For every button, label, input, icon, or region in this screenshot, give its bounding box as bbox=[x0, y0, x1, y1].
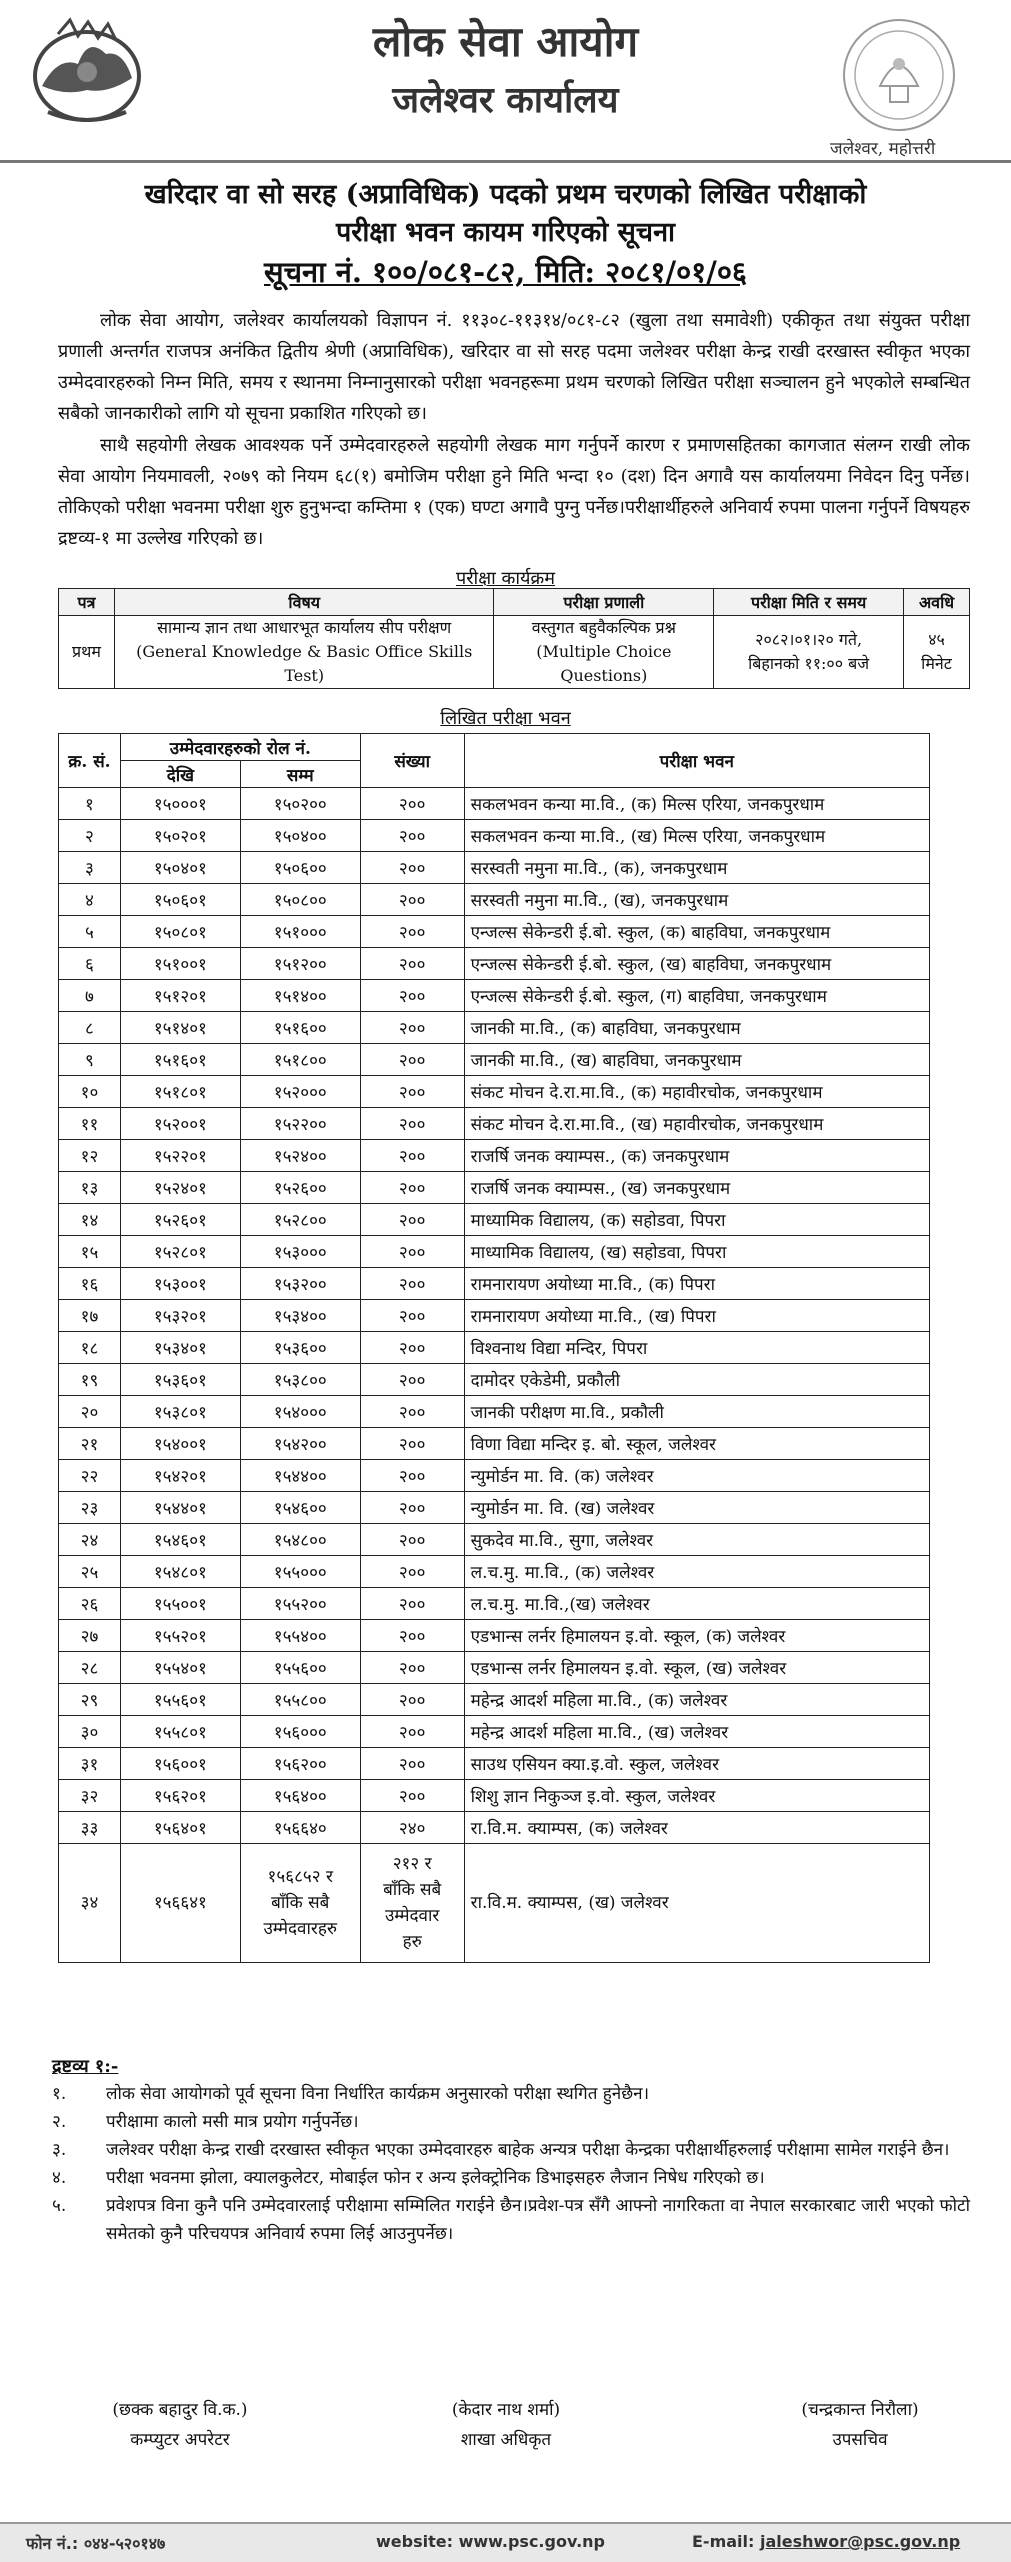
halls-caption: लिखित परीक्षा भवन bbox=[440, 708, 571, 729]
hall-roll-from: १५२८०१ bbox=[120, 1236, 240, 1268]
table-row bbox=[59, 1396, 930, 1428]
table-row bbox=[59, 1204, 930, 1236]
table-row bbox=[59, 1812, 930, 1844]
hall-roll-to: १५६००० bbox=[240, 1716, 360, 1748]
hall-name: एन्जल्स सेकेन्डरी ई.बो. स्कुल, (ग) बाहविघा, जनकपुरधाम bbox=[464, 980, 929, 1012]
hall-sn: १० bbox=[59, 1076, 121, 1108]
table-row bbox=[59, 1364, 930, 1396]
psc-logo-icon bbox=[840, 16, 958, 134]
hall-name: सरस्वती नमुना मा.वि., (क), जनकपुरधाम bbox=[464, 852, 929, 884]
hall-sn: २९ bbox=[59, 1684, 121, 1716]
table-row bbox=[59, 1652, 930, 1684]
hall-count: २०० bbox=[360, 1172, 464, 1204]
program-subject-np: सामान्य ज्ञान तथा आधारभूत कार्यालय सीप परीक्षण bbox=[157, 618, 452, 637]
hall-roll-from: १५०००१ bbox=[120, 788, 240, 820]
hall-name: संकट मोचन दे.रा.मा.वि., (क) महावीरचोक, जनकपुरधाम bbox=[464, 1076, 929, 1108]
hall-sn: २ bbox=[59, 820, 121, 852]
hall-name: विणा विद्या मन्दिर इ. बो. स्कूल, जलेश्वर bbox=[464, 1428, 929, 1460]
hall-count: २०० bbox=[360, 1108, 464, 1140]
signatory-name: (केदार नाथ शर्मा) bbox=[451, 2400, 561, 2420]
hall-count: २०० bbox=[360, 1652, 464, 1684]
hall-roll-from: १५६६४१ bbox=[120, 1844, 240, 1963]
hall-sn: २६ bbox=[59, 1588, 121, 1620]
hall-count-line: उम्मेदवार bbox=[384, 1906, 440, 1926]
footer bbox=[0, 2522, 1011, 2562]
hall-roll-from: १५०६०१ bbox=[120, 884, 240, 916]
hall-roll-to: १५६४०० bbox=[240, 1780, 360, 1812]
hall-roll-to: १५०६०० bbox=[240, 852, 360, 884]
hall-count-line: हरु bbox=[402, 1932, 422, 1952]
hall-roll-to: १५१८०० bbox=[240, 1044, 360, 1076]
table-row bbox=[59, 1172, 930, 1204]
hall-roll-from: १५१२०१ bbox=[120, 980, 240, 1012]
hall-sn: ६ bbox=[59, 948, 121, 980]
hall-count: २०० bbox=[360, 1460, 464, 1492]
hall-count: २०० bbox=[360, 820, 464, 852]
program-system-np: वस्तुगत बहुवैकल्पिक प्रश्न bbox=[531, 618, 676, 637]
hall-name: जानकी परीक्षण मा.वि., प्रकौली bbox=[464, 1396, 929, 1428]
program-header-system: परीक्षा प्रणाली bbox=[494, 589, 714, 616]
hall-name: रामनारायण अयोध्या मा.वि., (ख) पिपरा bbox=[464, 1300, 929, 1332]
note-text: जलेश्वर परीक्षा केन्द्र राखी दरखास्त स्वीकृत भएका उम्मेदवारहरु बाहेक अन्यत्र परीक्षा केन्द्रका परीक्षार्थीहरुलाई परीक्षामा सामेल गराईने छैन। bbox=[106, 2140, 950, 2160]
hall-roll-to: १५२००० bbox=[240, 1076, 360, 1108]
hall-count: २०० bbox=[360, 1716, 464, 1748]
hall-roll-to-line: उम्मेदवारहरु bbox=[263, 1919, 338, 1939]
hall-count: २०० bbox=[360, 1748, 464, 1780]
table-row bbox=[59, 1780, 930, 1812]
hall-sn: १५ bbox=[59, 1236, 121, 1268]
program-datetime bbox=[714, 616, 904, 689]
footer-website[interactable]: website: www.psc.gov.np bbox=[376, 2532, 605, 2551]
table-row bbox=[59, 1044, 930, 1076]
hall-sn: २१ bbox=[59, 1428, 121, 1460]
hall-sn: १७ bbox=[59, 1300, 121, 1332]
organization-name: लोक सेवा आयोग bbox=[372, 17, 639, 66]
table-row bbox=[59, 980, 930, 1012]
hall-sn: १६ bbox=[59, 1268, 121, 1300]
program-subject-en: (General Knowledge & Basic Office Skills Test) bbox=[136, 642, 473, 685]
hall-roll-from: १५१६०१ bbox=[120, 1044, 240, 1076]
hall-roll-to: १५२४०० bbox=[240, 1140, 360, 1172]
office-name: जलेश्वर कार्यालय bbox=[392, 79, 619, 121]
letterhead bbox=[0, 0, 1011, 160]
halls-header-roll: उम्मेदवारहरुको रोल नं. bbox=[120, 734, 360, 761]
hall-sn: ३२ bbox=[59, 1780, 121, 1812]
hall-sn: २७ bbox=[59, 1620, 121, 1652]
hall-roll-to: १५४००० bbox=[240, 1396, 360, 1428]
hall-count: २०० bbox=[360, 1236, 464, 1268]
hall-roll-to: १५०४०० bbox=[240, 820, 360, 852]
table-row bbox=[59, 1012, 930, 1044]
halls-header-from: देखि bbox=[120, 761, 240, 788]
table-row bbox=[59, 1844, 930, 1963]
hall-roll-to: १५४८०० bbox=[240, 1524, 360, 1556]
table-row bbox=[59, 1268, 930, 1300]
hall-sn: १९ bbox=[59, 1364, 121, 1396]
hall-roll-from: १५४८०१ bbox=[120, 1556, 240, 1588]
hall-roll-to: १५५४०० bbox=[240, 1620, 360, 1652]
hall-name: राजर्षि जनक क्याम्पस., (क) जनकपुरधाम bbox=[464, 1140, 929, 1172]
table-row bbox=[59, 1684, 930, 1716]
hall-name: ल.च.मु. मा.वि.,(ख) जलेश्वर bbox=[464, 1588, 929, 1620]
program-caption: परीक्षा कार्यक्रम bbox=[455, 568, 556, 589]
hall-name: सरस्वती नमुना मा.वि., (ख), जनकपुरधाम bbox=[464, 884, 929, 916]
halls-body bbox=[59, 788, 930, 1844]
hall-roll-to: १५३२०० bbox=[240, 1268, 360, 1300]
hall-sn: २८ bbox=[59, 1652, 121, 1684]
table-row bbox=[59, 1716, 930, 1748]
note-text: लोक सेवा आयोगको पूर्व सूचना विना निर्धारित कार्यक्रम अनुसारको परीक्षा स्थगित हुनेछैन। bbox=[106, 2084, 650, 2104]
note-number: २. bbox=[52, 2112, 67, 2132]
footer-phone: फोन नं.: ०४४-५२०१४७ bbox=[26, 2534, 166, 2553]
hall-name: न्युमोर्डन मा. वि. (क) जलेश्वर bbox=[464, 1460, 929, 1492]
notice-title-line-1: खरिदार वा सो सरह (अप्राविधिक) पदको प्रथम चरणको लिखित परीक्षाको bbox=[144, 179, 867, 210]
hall-sn: ३० bbox=[59, 1716, 121, 1748]
hall-count-line: बाँकि सबै bbox=[383, 1880, 442, 1900]
hall-count: २०० bbox=[360, 1588, 464, 1620]
note-number: ४. bbox=[52, 2168, 67, 2188]
table-row bbox=[59, 948, 930, 980]
hall-count: २०० bbox=[360, 1140, 464, 1172]
hall-name: एन्जल्स सेकेन्डरी ई.बो. स्कुल, (क) बाहविघा, जनकपुरधाम bbox=[464, 916, 929, 948]
table-row bbox=[59, 1460, 930, 1492]
program-header-row bbox=[59, 589, 970, 616]
table-row bbox=[59, 788, 930, 820]
hall-count: २०० bbox=[360, 1076, 464, 1108]
hall-sn: १८ bbox=[59, 1332, 121, 1364]
program-header-datetime: परीक्षा मिति र समय bbox=[714, 589, 904, 616]
hall-name: संकट मोचन दे.रा.मा.वि., (ख) महावीरचोक, जनकपुरधाम bbox=[464, 1108, 929, 1140]
hall-count: २०० bbox=[360, 788, 464, 820]
table-row bbox=[59, 852, 930, 884]
signatory-title: कम्प्युटर अपरेटर bbox=[130, 2430, 230, 2450]
hall-roll-to: १५३००० bbox=[240, 1236, 360, 1268]
table-row bbox=[59, 1300, 930, 1332]
hall-roll-to-line: बाँकि सबै bbox=[271, 1893, 330, 1913]
hall-name: जानकी मा.वि., (क) बाहविघा, जनकपुरधाम bbox=[464, 1012, 929, 1044]
hall-count: २०० bbox=[360, 884, 464, 916]
halls-header-to: सम्म bbox=[240, 761, 360, 788]
hall-roll-to: १५२२०० bbox=[240, 1108, 360, 1140]
hall-roll-from: १५३००१ bbox=[120, 1268, 240, 1300]
program-system bbox=[494, 616, 714, 689]
program-system-en: (Multiple Choice Questions) bbox=[536, 642, 672, 685]
program-paper: प्रथम bbox=[59, 616, 115, 689]
hall-roll-from: १५४४०१ bbox=[120, 1492, 240, 1524]
hall-count: २०० bbox=[360, 1364, 464, 1396]
hall-roll-from: १५२६०१ bbox=[120, 1204, 240, 1236]
hall-roll-from: १५६२०१ bbox=[120, 1780, 240, 1812]
hall-sn: ५ bbox=[59, 916, 121, 948]
program-header-paper: पत्र bbox=[59, 589, 115, 616]
program-row bbox=[59, 616, 970, 689]
note-text: परीक्षामा कालो मसी मात्र प्रयोग गर्नुपर्नेछ। bbox=[106, 2112, 359, 2132]
hall-sn: २५ bbox=[59, 1556, 121, 1588]
hall-roll-from: १५३२०१ bbox=[120, 1300, 240, 1332]
office-location: जलेश्वर, महोत्तरी bbox=[830, 139, 936, 159]
table-row bbox=[59, 1588, 930, 1620]
hall-name: रामनारायण अयोध्या मा.वि., (क) पिपरा bbox=[464, 1268, 929, 1300]
hall-count: २०० bbox=[360, 1204, 464, 1236]
hall-name: महेन्द्र आदर्श महिला मा.वि., (क) जलेश्वर bbox=[464, 1684, 929, 1716]
hall-roll-from: १५०२०१ bbox=[120, 820, 240, 852]
hall-roll-from: १५५२०१ bbox=[120, 1620, 240, 1652]
hall-count-line: २१२ र bbox=[392, 1854, 432, 1874]
hall-count: २०० bbox=[360, 1556, 464, 1588]
list-item bbox=[52, 2108, 970, 2136]
hall-name: रा.वि.म. क्याम्पस, (क) जलेश्वर bbox=[464, 1812, 929, 1844]
hall-roll-from: १५३८०१ bbox=[120, 1396, 240, 1428]
footer-email bbox=[692, 2532, 960, 2551]
hall-count: २०० bbox=[360, 1492, 464, 1524]
hall-sn: ३३ bbox=[59, 1812, 121, 1844]
hall-sn: २३ bbox=[59, 1492, 121, 1524]
table-row bbox=[59, 1556, 930, 1588]
hall-count: २०० bbox=[360, 948, 464, 980]
table-row bbox=[59, 1492, 930, 1524]
table-row bbox=[59, 884, 930, 916]
hall-count: २०० bbox=[360, 980, 464, 1012]
notice-number: सूचना नं. १००/०८१-८२, मिति: २०८१/०१/०६ bbox=[264, 255, 747, 289]
list-item bbox=[52, 2192, 970, 2248]
list-item bbox=[52, 2136, 970, 2164]
hall-sn: ७ bbox=[59, 980, 121, 1012]
hall-roll-to: १५३८०० bbox=[240, 1364, 360, 1396]
hall-name: विश्वनाथ विद्या मन्दिर, पिपरा bbox=[464, 1332, 929, 1364]
notice-paragraph-1: लोक सेवा आयोग, जलेश्वर कार्यालयको विज्ञापन नं. ११३०८-११३१४/०८१-८२ (खुला तथा समावेशी) एकीकृत तथा संयुक्त परीक्षा प्रणाली अन्तर्गत राजपत्र अनंकित द्वितीय श्रेणी (अप्राविधिक), खरिदार वा सो सरह पदमा जलेश्वर परीक्षा केन्द्र राखी दरखास्त स्वीकृत भएका उम्मेदवारहरुको निम्न मिति, समय र स्थानमा निम्नानुसारको परीक्षा भवनहरूमा प्रथम चरणको लिखित परीक्षा सञ्चालन हुने भएकोले सम्बन्धित सबैको जानकारीको लागि यो सूचना प्रकाशित गरिएको छ। bbox=[58, 310, 970, 424]
hall-name: सुकदेव मा.वि., सुगा, जलेश्वर bbox=[464, 1524, 929, 1556]
note-text: परीक्षा भवनमा झोला, क्यालकुलेटर, मोबाईल फोन र अन्य इलेक्ट्रोनिक डिभाइसहरु लैजान निषेध गरिएको छ। bbox=[106, 2168, 765, 2188]
hall-roll-from: १५१४०१ bbox=[120, 1012, 240, 1044]
halls-header-count: संख्या bbox=[360, 734, 464, 788]
hall-count bbox=[360, 1844, 464, 1963]
hall-roll-to: १५४२०० bbox=[240, 1428, 360, 1460]
program-subject bbox=[114, 616, 494, 689]
hall-sn: ९ bbox=[59, 1044, 121, 1076]
footer-email-link[interactable]: jaleshwor@psc.gov.np bbox=[759, 2532, 961, 2551]
program-duration-unit: मिनेट bbox=[921, 654, 952, 673]
hall-roll-to: १५५००० bbox=[240, 1556, 360, 1588]
hall-sn: ३४ bbox=[59, 1844, 121, 1963]
program-date: २०८२।०१।२० गते, bbox=[755, 630, 863, 649]
table-row bbox=[59, 1748, 930, 1780]
hall-roll-to: १५४६०० bbox=[240, 1492, 360, 1524]
header-divider bbox=[0, 160, 1011, 163]
note-number: ५. bbox=[52, 2196, 67, 2216]
hall-roll-from: १५४६०१ bbox=[120, 1524, 240, 1556]
exam-halls-table bbox=[58, 733, 930, 1963]
hall-name: सकलभवन कन्या मा.वि., (ख) मिल्स एरिया, जनकपुरधाम bbox=[464, 820, 929, 852]
signatory-title: उपसचिव bbox=[832, 2430, 888, 2450]
hall-count: २०० bbox=[360, 916, 464, 948]
hall-sn: १२ bbox=[59, 1140, 121, 1172]
hall-name: राजर्षि जनक क्याम्पस., (ख) जनकपुरधाम bbox=[464, 1172, 929, 1204]
hall-roll-to: १५५८०० bbox=[240, 1684, 360, 1716]
program-header-duration: अवधि bbox=[904, 589, 970, 616]
list-item bbox=[52, 2164, 970, 2192]
hall-count: २४० bbox=[360, 1812, 464, 1844]
program-time: बिहानको ११:०० बजे bbox=[748, 654, 870, 673]
notice-paragraph-2: साथै सहयोगी लेखक आवश्यक पर्ने उम्मेदवारहरुले सहयोगी लेखक माग गर्नुपर्ने कारण र प्रमाणसहितका कागजात संलग्न राखी लोक सेवा आयोग नियमावली, २०७९ को नियम ६८(१) बमोजिम परीक्षा हुने मिति भन्दा १० (दश) दिन अगावै यस कार्यालयमा निवेदन दिनु पर्नेछ।तोकिएको परीक्षा भवनमा परीक्षा शुरु हुनुभन्दा कम्तिमा १ (एक) घण्टा अगावै पुग्नु पर्नेछ।परीक्षार्थीहरुले अनिवार्य रुपमा पालना गर्नुपर्ने विषयहरु द्रष्टव्य-१ मा उल्लेख गरिएको छ। bbox=[58, 435, 970, 549]
hall-sn: १ bbox=[59, 788, 121, 820]
table-row bbox=[59, 1524, 930, 1556]
hall-roll-from: १५५६०१ bbox=[120, 1684, 240, 1716]
signature-section-officer bbox=[376, 2395, 636, 2455]
hall-count: २०० bbox=[360, 1044, 464, 1076]
hall-count: २०० bbox=[360, 1428, 464, 1460]
hall-roll-from: १५६००१ bbox=[120, 1748, 240, 1780]
hall-roll-from: १५५००१ bbox=[120, 1588, 240, 1620]
hall-count: २०० bbox=[360, 1268, 464, 1300]
signatory-name: (छक्क बहादुर वि.क.) bbox=[112, 2400, 248, 2420]
hall-roll-to: १५०२०० bbox=[240, 788, 360, 820]
hall-roll-from: १५४००१ bbox=[120, 1428, 240, 1460]
hall-name: शिशु ज्ञान निकुञ्ज इ.वो. स्कुल, जलेश्वर bbox=[464, 1780, 929, 1812]
table-row bbox=[59, 1428, 930, 1460]
hall-name: माध्यामिक विद्यालय, (ख) सहोडवा, पिपरा bbox=[464, 1236, 929, 1268]
hall-count: २०० bbox=[360, 1012, 464, 1044]
hall-name: ल.च.मु. मा.वि., (क) जलेश्वर bbox=[464, 1556, 929, 1588]
hall-roll-from: १५३६०१ bbox=[120, 1364, 240, 1396]
hall-sn: २२ bbox=[59, 1460, 121, 1492]
exam-program-table bbox=[58, 588, 970, 689]
note-number: १. bbox=[52, 2084, 67, 2104]
hall-name: एडभान्स लर्नर हिमालयन इ.वो. स्कूल, (क) जलेश्वर bbox=[464, 1620, 929, 1652]
hall-count: २०० bbox=[360, 1300, 464, 1332]
hall-sn: ४ bbox=[59, 884, 121, 916]
hall-sn: २४ bbox=[59, 1524, 121, 1556]
hall-roll-from: १५३४०१ bbox=[120, 1332, 240, 1364]
hall-sn: ३ bbox=[59, 852, 121, 884]
hall-roll-to: १५३४०० bbox=[240, 1300, 360, 1332]
note-text: प्रवेशपत्र विना कुनै पनि उम्मेदवारलाई परीक्षामा सम्मिलित गराईने छैन।प्रवेश-पत्र सँगै आफ्नो नागरिकता वा नेपाल सरकारबाट जारी भएको फोटो समेतको कुनै परिचयपत्र अनिवार्य रुपमा लिई आउनुपर्नेछ। bbox=[106, 2196, 970, 2244]
halls-header-hall: परीक्षा भवन bbox=[464, 734, 929, 788]
hall-name: रा.वि.म. क्याम्पस, (ख) जलेश्वर bbox=[464, 1844, 929, 1963]
program-duration bbox=[904, 616, 970, 689]
hall-count: २०० bbox=[360, 1780, 464, 1812]
hall-name: एडभान्स लर्नर हिमालयन इ.वो. स्कूल, (ख) जलेश्वर bbox=[464, 1652, 929, 1684]
hall-roll-from: १५०८०१ bbox=[120, 916, 240, 948]
table-row bbox=[59, 1108, 930, 1140]
hall-name: सकलभवन कन्या मा.वि., (क) मिल्स एरिया, जनकपुरधाम bbox=[464, 788, 929, 820]
hall-roll-from: १५०४०१ bbox=[120, 852, 240, 884]
hall-roll-from: १५२००१ bbox=[120, 1108, 240, 1140]
table-row bbox=[59, 1140, 930, 1172]
table-row bbox=[59, 916, 930, 948]
hall-count: २०० bbox=[360, 1332, 464, 1364]
hall-roll-to: १५२८०० bbox=[240, 1204, 360, 1236]
hall-name: दामोदर एकेडेमी, प्रकौली bbox=[464, 1364, 929, 1396]
halls-header-sn: क्र. सं. bbox=[59, 734, 121, 788]
hall-sn: ११ bbox=[59, 1108, 121, 1140]
hall-roll-from: १५१८०१ bbox=[120, 1076, 240, 1108]
hall-sn: १३ bbox=[59, 1172, 121, 1204]
hall-sn: १४ bbox=[59, 1204, 121, 1236]
note-number: ३. bbox=[52, 2140, 67, 2160]
hall-roll-to: १५१२०० bbox=[240, 948, 360, 980]
hall-count: २०० bbox=[360, 852, 464, 884]
hall-name: माध्यामिक विद्यालय, (क) सहोडवा, पिपरा bbox=[464, 1204, 929, 1236]
hall-roll-from: १५५८०१ bbox=[120, 1716, 240, 1748]
notes-list bbox=[52, 2080, 970, 2248]
table-row bbox=[59, 1076, 930, 1108]
signatory-name: (चन्द्रकान्त निरौला) bbox=[801, 2400, 919, 2420]
hall-sn: २० bbox=[59, 1396, 121, 1428]
hall-sn: ८ bbox=[59, 1012, 121, 1044]
notes-title: द्रष्टव्य १:- bbox=[52, 2056, 119, 2077]
hall-roll-to bbox=[240, 1844, 360, 1963]
hall-roll-to: १५४४०० bbox=[240, 1460, 360, 1492]
hall-roll-to: १५१००० bbox=[240, 916, 360, 948]
hall-name: एन्जल्स सेकेन्डरी ई.बो. स्कुल, (ख) बाहविघा, जनकपुरधाम bbox=[464, 948, 929, 980]
list-item bbox=[52, 2080, 970, 2108]
hall-sn: ३१ bbox=[59, 1748, 121, 1780]
hall-roll-to: १५३६०० bbox=[240, 1332, 360, 1364]
table-row bbox=[59, 1620, 930, 1652]
hall-roll-to: १५५६०० bbox=[240, 1652, 360, 1684]
hall-name: साउथ एसियन क्या.इ.वो. स्कुल, जलेश्वर bbox=[464, 1748, 929, 1780]
hall-name: महेन्द्र आदर्श महिला मा.वि., (ख) जलेश्वर bbox=[464, 1716, 929, 1748]
signature-computer-operator bbox=[50, 2395, 310, 2455]
table-row bbox=[59, 1332, 930, 1364]
hall-count: २०० bbox=[360, 1396, 464, 1428]
table-row bbox=[59, 820, 930, 852]
hall-count: २०० bbox=[360, 1524, 464, 1556]
hall-name: जानकी मा.वि., (ख) बाहविघा, जनकपुरधाम bbox=[464, 1044, 929, 1076]
hall-roll-from: १५१००१ bbox=[120, 948, 240, 980]
hall-roll-to: १५१४०० bbox=[240, 980, 360, 1012]
halls-header-row bbox=[59, 734, 930, 761]
hall-count: २०० bbox=[360, 1620, 464, 1652]
hall-roll-from: १५२२०१ bbox=[120, 1140, 240, 1172]
hall-count: २०० bbox=[360, 1684, 464, 1716]
program-header-subject: विषय bbox=[114, 589, 494, 616]
signatory-title: शाखा अधिकृत bbox=[460, 2430, 552, 2450]
notice-title-line-2: परीक्षा भवन कायम गरिएको सूचना bbox=[335, 217, 676, 248]
footer-email-label: E-mail: bbox=[692, 2532, 760, 2551]
hall-roll-to-line: १५६८५२ र bbox=[267, 1867, 333, 1887]
hall-roll-to: १५६६४० bbox=[240, 1812, 360, 1844]
hall-roll-to: १५५२०० bbox=[240, 1588, 360, 1620]
hall-roll-from: १५४२०१ bbox=[120, 1460, 240, 1492]
hall-roll-to: १५०८०० bbox=[240, 884, 360, 916]
hall-name: न्युमोर्डन मा. वि. (ख) जलेश्वर bbox=[464, 1492, 929, 1524]
signature-under-secretary bbox=[730, 2395, 990, 2455]
hall-roll-from: १५५४०१ bbox=[120, 1652, 240, 1684]
table-row bbox=[59, 1236, 930, 1268]
hall-roll-from: १५६४०१ bbox=[120, 1812, 240, 1844]
hall-roll-to: १५६२०० bbox=[240, 1748, 360, 1780]
program-duration-num: ४५ bbox=[928, 630, 945, 649]
hall-roll-to: १५२६०० bbox=[240, 1172, 360, 1204]
hall-roll-from: १५२४०१ bbox=[120, 1172, 240, 1204]
hall-roll-to: १५१६०० bbox=[240, 1012, 360, 1044]
